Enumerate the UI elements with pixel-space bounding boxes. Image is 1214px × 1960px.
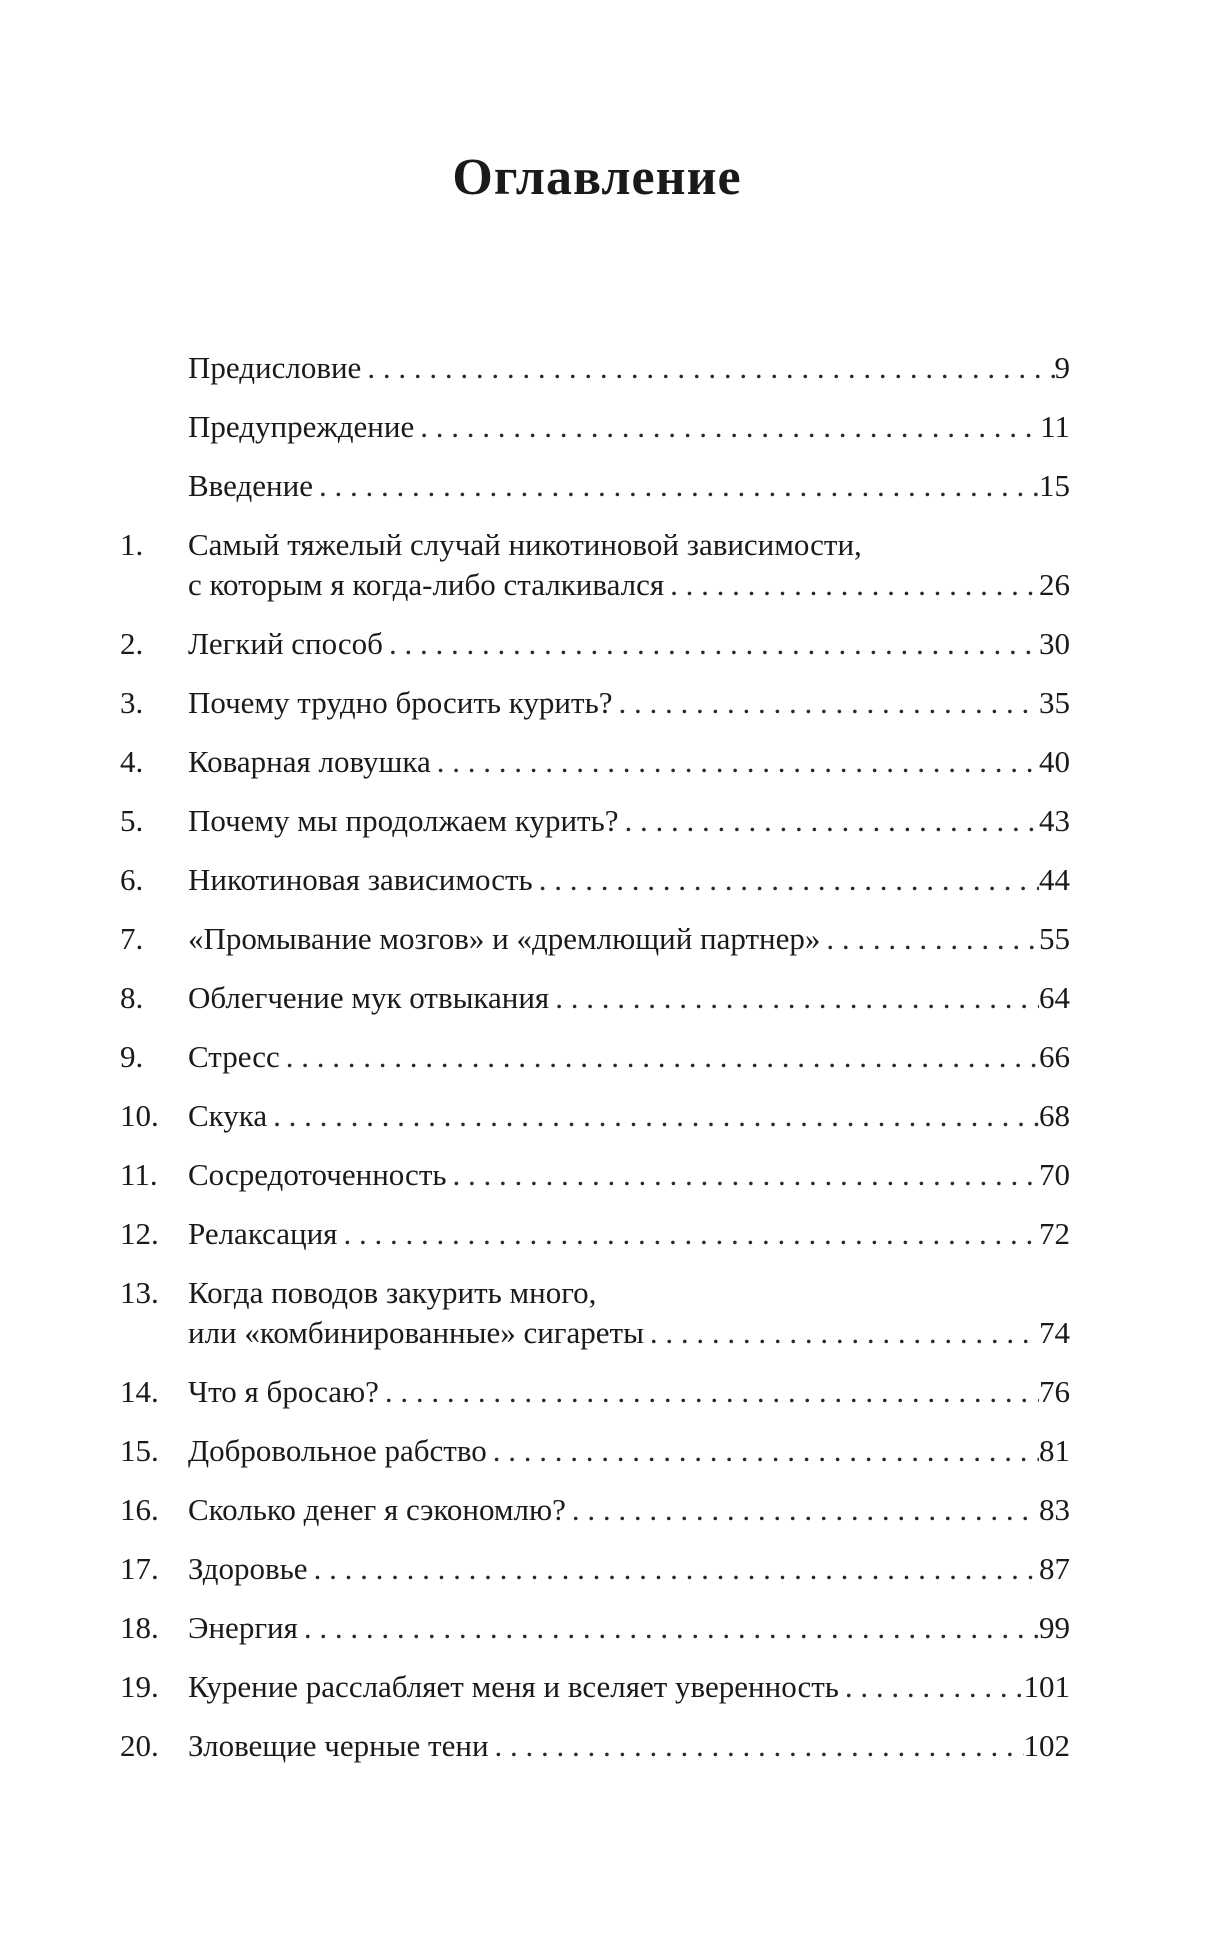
dot-leader [549,978,1039,1018]
chapter-number: 5. [120,803,144,838]
chapter-title-line [188,1273,1070,1313]
dot-leader [280,1037,1039,1077]
chapter-title: Введение [188,468,313,503]
chapter-title: или «комбинированные» сигареты [188,1315,644,1350]
toc-line [188,1431,1070,1471]
chapter-number: 9. [120,1039,144,1074]
toc-line [188,801,1070,841]
page-number: 26 [1039,567,1070,602]
chapter-title: Добровольное рабство [188,1433,487,1468]
chapter-title: Почему мы продолжаем курить? [188,803,619,838]
toc-line [188,348,1070,388]
chapter-number: 20. [120,1728,159,1763]
page-number: 83 [1039,1492,1070,1527]
chapter-title: Легкий способ [188,626,383,661]
dot-leader [361,348,1054,388]
toc-line [188,742,1070,782]
toc-line [188,683,1070,723]
toc-line [188,1726,1070,1766]
toc-line [188,1608,1070,1648]
chapter-number: 3. [120,685,144,720]
toc-row [188,407,1070,447]
dot-leader [308,1549,1039,1589]
toc-line [188,860,1070,900]
chapter-number: 2. [120,626,144,661]
toc-row [188,1214,1070,1254]
toc-row [188,1431,1070,1471]
chapter-title-line [188,525,1070,565]
page-number: 55 [1039,921,1070,956]
chapter-number: 11. [120,1157,158,1192]
toc-row [188,1372,1070,1412]
page-number: 99 [1039,1610,1070,1645]
toc-row [188,1549,1070,1589]
dot-leader [267,1096,1039,1136]
chapter-title: Самый тяжелый случай никотиновой зависимости, [188,527,862,562]
toc-row [188,1726,1070,1766]
toc-line [188,624,1070,664]
toc-line [188,1096,1070,1136]
dot-leader [839,1667,1024,1707]
toc-row [188,1155,1070,1195]
toc-line [188,1667,1070,1707]
page-number: 40 [1039,744,1070,779]
toc-line [188,407,1070,447]
page-number: 87 [1039,1551,1070,1586]
toc-line [188,1155,1070,1195]
page-number: 35 [1039,685,1070,720]
toc-row [188,1313,1070,1353]
page-number: 9 [1054,350,1070,385]
dot-leader [337,1214,1039,1254]
toc-row [188,1037,1070,1077]
chapter-number: 12. [120,1216,159,1251]
page-number: 44 [1039,862,1070,897]
chapter-number: 6. [120,862,144,897]
dot-leader [612,683,1039,723]
page-number: 68 [1039,1098,1070,1133]
chapter-number: 14. [120,1374,159,1409]
chapter-number: 18. [120,1610,159,1645]
chapter-title: Энергия [188,1610,298,1645]
dot-leader [664,565,1039,605]
dot-leader [566,1490,1039,1530]
toc-line [188,1313,1070,1353]
chapter-number: 10. [120,1098,159,1133]
chapter-number: 19. [120,1669,159,1704]
toc-line [188,1037,1070,1077]
dot-leader [644,1313,1039,1353]
page-number: 72 [1039,1216,1070,1251]
chapter-title: Релаксация [188,1216,338,1251]
page-number: 81 [1039,1433,1070,1468]
page-number: 74 [1039,1315,1070,1350]
dot-leader [619,801,1040,841]
chapter-title: Сосредоточенность [188,1157,447,1192]
page-number: 11 [1040,409,1070,444]
page-number: 30 [1039,626,1070,661]
chapter-number: 15. [120,1433,159,1468]
dot-leader [414,407,1040,447]
chapter-title: Предисловие [188,350,362,385]
dot-leader [379,1372,1039,1412]
chapter-number: 4. [120,744,144,779]
chapter-title: Сколько денег я сэкономлю? [188,1492,566,1527]
page-number: 15 [1039,468,1070,503]
toc-row [188,683,1070,723]
dot-leader [487,1431,1039,1471]
chapter-title: Здоровье [188,1551,308,1586]
chapter-title: Скука [188,1098,268,1133]
toc-row [188,919,1070,959]
chapter-number: 17. [120,1551,159,1586]
chapter-title: с которым я когда-либо сталкивался [188,567,665,602]
dot-leader [447,1155,1039,1195]
page-number: 70 [1039,1157,1070,1192]
toc-row [188,1667,1070,1707]
toc-row [188,466,1070,506]
chapter-title: Когда поводов закурить много, [188,1275,597,1310]
chapter-title: Никотиновая зависимость [188,862,533,897]
toc-row [188,742,1070,782]
dot-leader [820,919,1039,959]
toc-line [188,978,1070,1018]
page-number: 76 [1039,1374,1070,1409]
dot-leader [489,1726,1024,1766]
chapter-number: 13. [120,1275,159,1310]
chapter-title: Предупреждение [188,409,415,444]
toc-row [188,1096,1070,1136]
toc-line [188,1214,1070,1254]
toc-row [188,1608,1070,1648]
page-number: 101 [1023,1669,1070,1704]
chapter-title: Что я бросаю? [188,1374,379,1409]
dot-leader [383,624,1039,664]
chapter-title: Коварная ловушка [188,744,431,779]
chapter-title: Облегчение мук отвыкания [188,980,550,1015]
dot-leader [431,742,1039,782]
toc-row [188,624,1070,664]
chapter-number: 7. [120,921,144,956]
dot-leader [298,1608,1039,1648]
page-number: 102 [1023,1728,1070,1763]
chapter-number: 8. [120,980,144,1015]
chapter-title: «Промывание мозгов» и «дремлющий партнер» [188,921,821,956]
toc-line [188,1549,1070,1589]
toc-row [188,348,1070,388]
toc-row [188,565,1070,605]
chapter-title: Стресс [188,1039,280,1074]
page-number: 43 [1039,803,1070,838]
toc-line [188,919,1070,959]
toc-line [188,466,1070,506]
dot-leader [533,860,1039,900]
page-number: 66 [1039,1039,1070,1074]
page-number: 64 [1039,980,1070,1015]
dot-leader [313,466,1039,506]
toc-row [188,860,1070,900]
toc-line [188,565,1070,605]
chapter-title: Курение расслабляет меня и вселяет уверенность [188,1669,839,1704]
toc-row [188,978,1070,1018]
chapter-title: Зловещие черные тени [188,1728,489,1763]
toc-line [188,1490,1070,1530]
chapter-number: 1. [120,527,144,562]
page-title: Оглавление [452,149,742,206]
toc-line [188,1372,1070,1412]
chapter-number: 16. [120,1492,159,1527]
chapter-title: Почему трудно бросить курить? [188,685,613,720]
toc-row [188,1490,1070,1530]
toc-row [188,801,1070,841]
